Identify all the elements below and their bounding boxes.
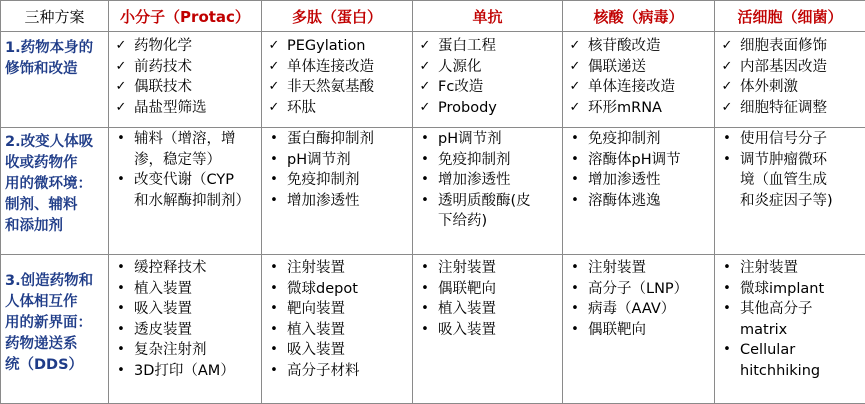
list-item [417, 129, 560, 150]
list-item [417, 150, 560, 171]
item-list [109, 255, 261, 381]
check-icon: ✓ [417, 57, 433, 78]
row-header-line: 和添加剂 [5, 216, 105, 237]
bullet-icon: • [567, 258, 583, 279]
item-list [262, 128, 412, 211]
item-text: 透皮装置 [134, 320, 259, 341]
list-item [567, 57, 712, 78]
table-cell [563, 128, 715, 255]
list-item [719, 340, 863, 381]
item-text: 单体连接改造 [287, 59, 374, 75]
bullet-icon: • [113, 299, 129, 320]
item-text: Fc改造 [438, 79, 483, 95]
item-text: 增加渗透性 [438, 170, 560, 191]
item-text: 植入装置 [438, 299, 560, 320]
list-item [567, 36, 712, 57]
item-text: 增加渗透性 [287, 191, 410, 212]
item-text: 微球implant [740, 279, 863, 300]
item-text: 3D打印（AM） [134, 361, 259, 382]
item-text: 下给药) [438, 211, 560, 232]
item-text: 晶盐型筛选 [134, 100, 207, 116]
item-text: 偶联递送 [588, 59, 646, 75]
bullet-icon: • [113, 279, 129, 300]
bullet-icon: • [266, 361, 282, 382]
item-text: 药物化学 [134, 38, 192, 54]
list-item [567, 150, 712, 171]
header-row [1, 1, 865, 32]
row-header-line: 用的新界面： [5, 313, 105, 334]
check-icon: ✓ [719, 98, 735, 119]
list-item [719, 36, 863, 57]
item-text: 偶联靶向 [588, 320, 712, 341]
bullet-icon: • [567, 320, 583, 341]
item-list [715, 255, 865, 381]
item-text: 和炎症因子等) [740, 191, 863, 212]
item-text: pH调节剂 [287, 150, 410, 171]
bullet-icon: • [417, 299, 433, 320]
item-text: 高分子材料 [287, 361, 410, 382]
item-text: 内部基因改造 [740, 59, 827, 75]
table-cell [563, 255, 715, 404]
table-cell [413, 255, 563, 404]
check-icon: ✓ [266, 36, 282, 57]
bullet-icon: • [567, 150, 583, 171]
row-header [1, 32, 109, 128]
item-list [262, 255, 412, 381]
table-cell [413, 128, 563, 255]
item-text: 透明质酸酶(皮 [438, 191, 560, 212]
table-cell [563, 32, 715, 128]
item-list [715, 32, 865, 118]
item-text: 细胞表面修饰 [740, 38, 827, 54]
check-icon: ✓ [417, 77, 433, 98]
item-text: pH调节剂 [438, 129, 560, 150]
item-text: 人源化 [438, 59, 482, 75]
item-list [262, 32, 412, 118]
item-text: 靶向装置 [287, 299, 410, 320]
bullet-icon: • [417, 191, 433, 212]
column-header-peptide: 多肽（蛋白） [262, 1, 413, 32]
check-icon: ✓ [113, 98, 129, 119]
column-header-small-molecule: 小分子（Protac） [109, 1, 262, 32]
bullet-icon: • [266, 320, 282, 341]
list-item [266, 36, 410, 57]
list-item [113, 361, 259, 382]
check-icon: ✓ [113, 36, 129, 57]
item-text: 和水解酶抑制剂） [134, 191, 259, 212]
row-header-line: 用的微环境： [5, 174, 105, 195]
row-header [1, 128, 109, 255]
list-item [417, 320, 560, 341]
check-icon: ✓ [417, 98, 433, 119]
check-icon: ✓ [719, 77, 735, 98]
check-icon: ✓ [567, 77, 583, 98]
list-item [567, 98, 712, 119]
bullet-icon: • [417, 320, 433, 341]
bullet-icon: • [266, 258, 282, 279]
list-item [266, 340, 410, 361]
item-text: 单体连接改造 [588, 79, 675, 95]
item-text: 使用信号分子 [740, 129, 863, 150]
list-item [719, 57, 863, 78]
item-text: 植入装置 [287, 320, 410, 341]
item-text: 非天然氨基酸 [287, 79, 374, 95]
list-item [266, 170, 410, 191]
item-text: 病毒（AAV） [588, 299, 712, 320]
row-delivery-system [1, 255, 865, 404]
bullet-icon: • [113, 320, 129, 341]
list-item [266, 320, 410, 341]
item-text: 缓控释技术 [134, 258, 259, 279]
item-text: 高分子（LNP） [588, 279, 712, 300]
bullet-icon: • [417, 150, 433, 171]
item-text: PEGylation [287, 38, 365, 54]
row-header [1, 255, 109, 404]
bullet-icon: • [113, 258, 129, 279]
check-icon: ✓ [113, 57, 129, 78]
bullet-icon: • [567, 279, 583, 300]
item-text: 吸入装置 [134, 299, 259, 320]
item-text: 微球depot [287, 279, 410, 300]
item-text: 免疫抑制剂 [438, 150, 560, 171]
bullet-icon: • [113, 361, 129, 382]
item-text: 境（血管生成 [740, 170, 863, 191]
list-item [719, 77, 863, 98]
bullet-icon: • [417, 170, 433, 191]
bullet-icon: • [567, 299, 583, 320]
item-text: 辅料（增溶，增 [134, 129, 259, 150]
item-list [715, 128, 865, 211]
bullet-icon: • [266, 340, 282, 361]
check-icon: ✓ [719, 57, 735, 78]
item-text: 体外刺激 [740, 79, 798, 95]
table-cell [413, 32, 563, 128]
list-item [266, 191, 410, 212]
check-icon: ✓ [417, 36, 433, 57]
bullet-icon: • [266, 191, 282, 212]
item-text: matrix [740, 320, 863, 341]
table-cell [109, 255, 262, 404]
bullet-icon: • [417, 258, 433, 279]
list-item [113, 340, 259, 361]
item-list [563, 255, 714, 340]
list-item [719, 258, 863, 279]
list-item [567, 299, 712, 320]
item-text: Probody [438, 100, 497, 116]
bullet-icon: • [719, 340, 735, 361]
table-cell [262, 255, 413, 404]
check-icon: ✓ [567, 57, 583, 78]
bullet-icon: • [417, 129, 433, 150]
bullet-icon: • [266, 129, 282, 150]
item-text: 蛋白酶抑制剂 [287, 129, 410, 150]
item-text: 注射装置 [740, 258, 863, 279]
item-text: hitchhiking [740, 361, 863, 382]
item-list [413, 128, 562, 232]
check-icon: ✓ [113, 77, 129, 98]
bullet-icon: • [567, 170, 583, 191]
row-header-line: 收或药物作 [5, 153, 105, 174]
item-text: 改变代谢（CYP [134, 170, 259, 191]
item-list [109, 32, 261, 118]
item-list [413, 255, 562, 340]
bullet-icon: • [567, 191, 583, 212]
bullet-icon: • [719, 279, 735, 300]
check-icon: ✓ [266, 77, 282, 98]
table-cell [715, 128, 865, 255]
check-icon: ✓ [266, 98, 282, 119]
row-header-line: 3.创造药物和 [5, 271, 105, 292]
list-item [113, 170, 259, 211]
item-text: 吸入装置 [287, 340, 410, 361]
list-item [417, 36, 560, 57]
bullet-icon: • [266, 170, 282, 191]
item-text: 调节肿瘤微环 [740, 150, 863, 171]
list-item [266, 258, 410, 279]
bullet-icon: • [113, 170, 129, 191]
row-header-line: 1.药物本身的 [5, 38, 105, 59]
item-text: 环肽 [287, 100, 316, 116]
list-item [417, 170, 560, 191]
list-item [567, 129, 712, 150]
list-item [113, 279, 259, 300]
list-item [719, 299, 863, 340]
list-item [113, 299, 259, 320]
list-item [266, 361, 410, 382]
table-cell [109, 128, 262, 255]
list-item [113, 320, 259, 341]
list-item [113, 77, 259, 98]
list-item [113, 98, 259, 119]
item-list [563, 128, 714, 211]
bullet-icon: • [266, 150, 282, 171]
table-cell [262, 32, 413, 128]
list-item [567, 170, 712, 191]
item-text: 植入装置 [134, 279, 259, 300]
list-item [417, 77, 560, 98]
item-text: 吸入装置 [438, 320, 560, 341]
list-item [266, 150, 410, 171]
bullet-icon: • [567, 129, 583, 150]
row-header-line: 制剂、辅料 [5, 195, 105, 216]
list-item [417, 191, 560, 232]
list-item [567, 258, 712, 279]
list-item [266, 98, 410, 119]
row-header-line: 药物递送系 [5, 334, 105, 355]
check-icon: ✓ [567, 36, 583, 57]
table-cell [715, 255, 865, 404]
item-text: 前药技术 [134, 59, 192, 75]
list-item [417, 279, 560, 300]
row-modification [1, 32, 865, 128]
list-item [417, 258, 560, 279]
list-item [567, 320, 712, 341]
list-item [266, 57, 410, 78]
item-text: 溶酶体逃逸 [588, 191, 712, 212]
bullet-icon: • [113, 129, 129, 150]
item-text: 偶联靶向 [438, 279, 560, 300]
check-icon: ✓ [719, 36, 735, 57]
list-item [567, 77, 712, 98]
item-text: 注射装置 [588, 258, 712, 279]
item-text: 环形mRNA [588, 100, 662, 116]
list-item [417, 98, 560, 119]
item-list [109, 128, 261, 211]
item-text: Cellular [740, 340, 863, 361]
row-header-line: 2.改变人体吸 [5, 132, 105, 153]
item-text: 免疫抑制剂 [287, 170, 410, 191]
list-item [113, 57, 259, 78]
list-item [113, 36, 259, 57]
bullet-icon: • [417, 279, 433, 300]
list-item [567, 191, 712, 212]
table-cell [262, 128, 413, 255]
bullet-icon: • [719, 150, 735, 171]
list-item [719, 98, 863, 119]
list-item [266, 129, 410, 150]
row-header-line: 修饰和改造 [5, 59, 105, 80]
list-item [719, 279, 863, 300]
table-cell [715, 32, 865, 128]
check-icon: ✓ [567, 98, 583, 119]
item-text: 核苷酸改造 [588, 38, 661, 54]
list-item [266, 299, 410, 320]
list-item [417, 57, 560, 78]
list-item [266, 279, 410, 300]
list-item [719, 129, 863, 150]
item-text: 增加渗透性 [588, 170, 712, 191]
row-header-line: 人体相互作 [5, 292, 105, 313]
list-item [113, 129, 259, 170]
corner-header: 三种方案 [1, 1, 109, 32]
item-text: 蛋白工程 [438, 38, 496, 54]
bullet-icon: • [113, 340, 129, 361]
list-item [266, 77, 410, 98]
list-item [113, 258, 259, 279]
item-text: 注射装置 [287, 258, 410, 279]
row-header-line: 统（DDS） [5, 355, 105, 376]
list-item [567, 279, 712, 300]
column-header-antibody: 单抗 [413, 1, 563, 32]
bullet-icon: • [266, 279, 282, 300]
bullet-icon: • [719, 299, 735, 320]
item-text: 注射装置 [438, 258, 560, 279]
item-text: 溶酶体pH调节 [588, 150, 712, 171]
item-text: 其他高分子 [740, 299, 863, 320]
column-header-nucleic-acid: 核酸（病毒） [563, 1, 715, 32]
item-text: 偶联技术 [134, 79, 192, 95]
list-item [719, 150, 863, 212]
list-item [417, 299, 560, 320]
item-list [413, 32, 562, 118]
bullet-icon: • [719, 258, 735, 279]
item-text: 免疫抑制剂 [588, 129, 712, 150]
bullet-icon: • [266, 299, 282, 320]
row-microenvironment [1, 128, 865, 255]
bullet-icon: • [719, 129, 735, 150]
item-text: 细胞特征调整 [740, 100, 827, 116]
column-header-live-cell: 活细胞（细菌） [715, 1, 865, 32]
item-text: 渗，稳定等） [134, 150, 259, 171]
item-list [563, 32, 714, 118]
check-icon: ✓ [266, 57, 282, 78]
table-cell [109, 32, 262, 128]
item-text: 复杂注射剂 [134, 340, 259, 361]
